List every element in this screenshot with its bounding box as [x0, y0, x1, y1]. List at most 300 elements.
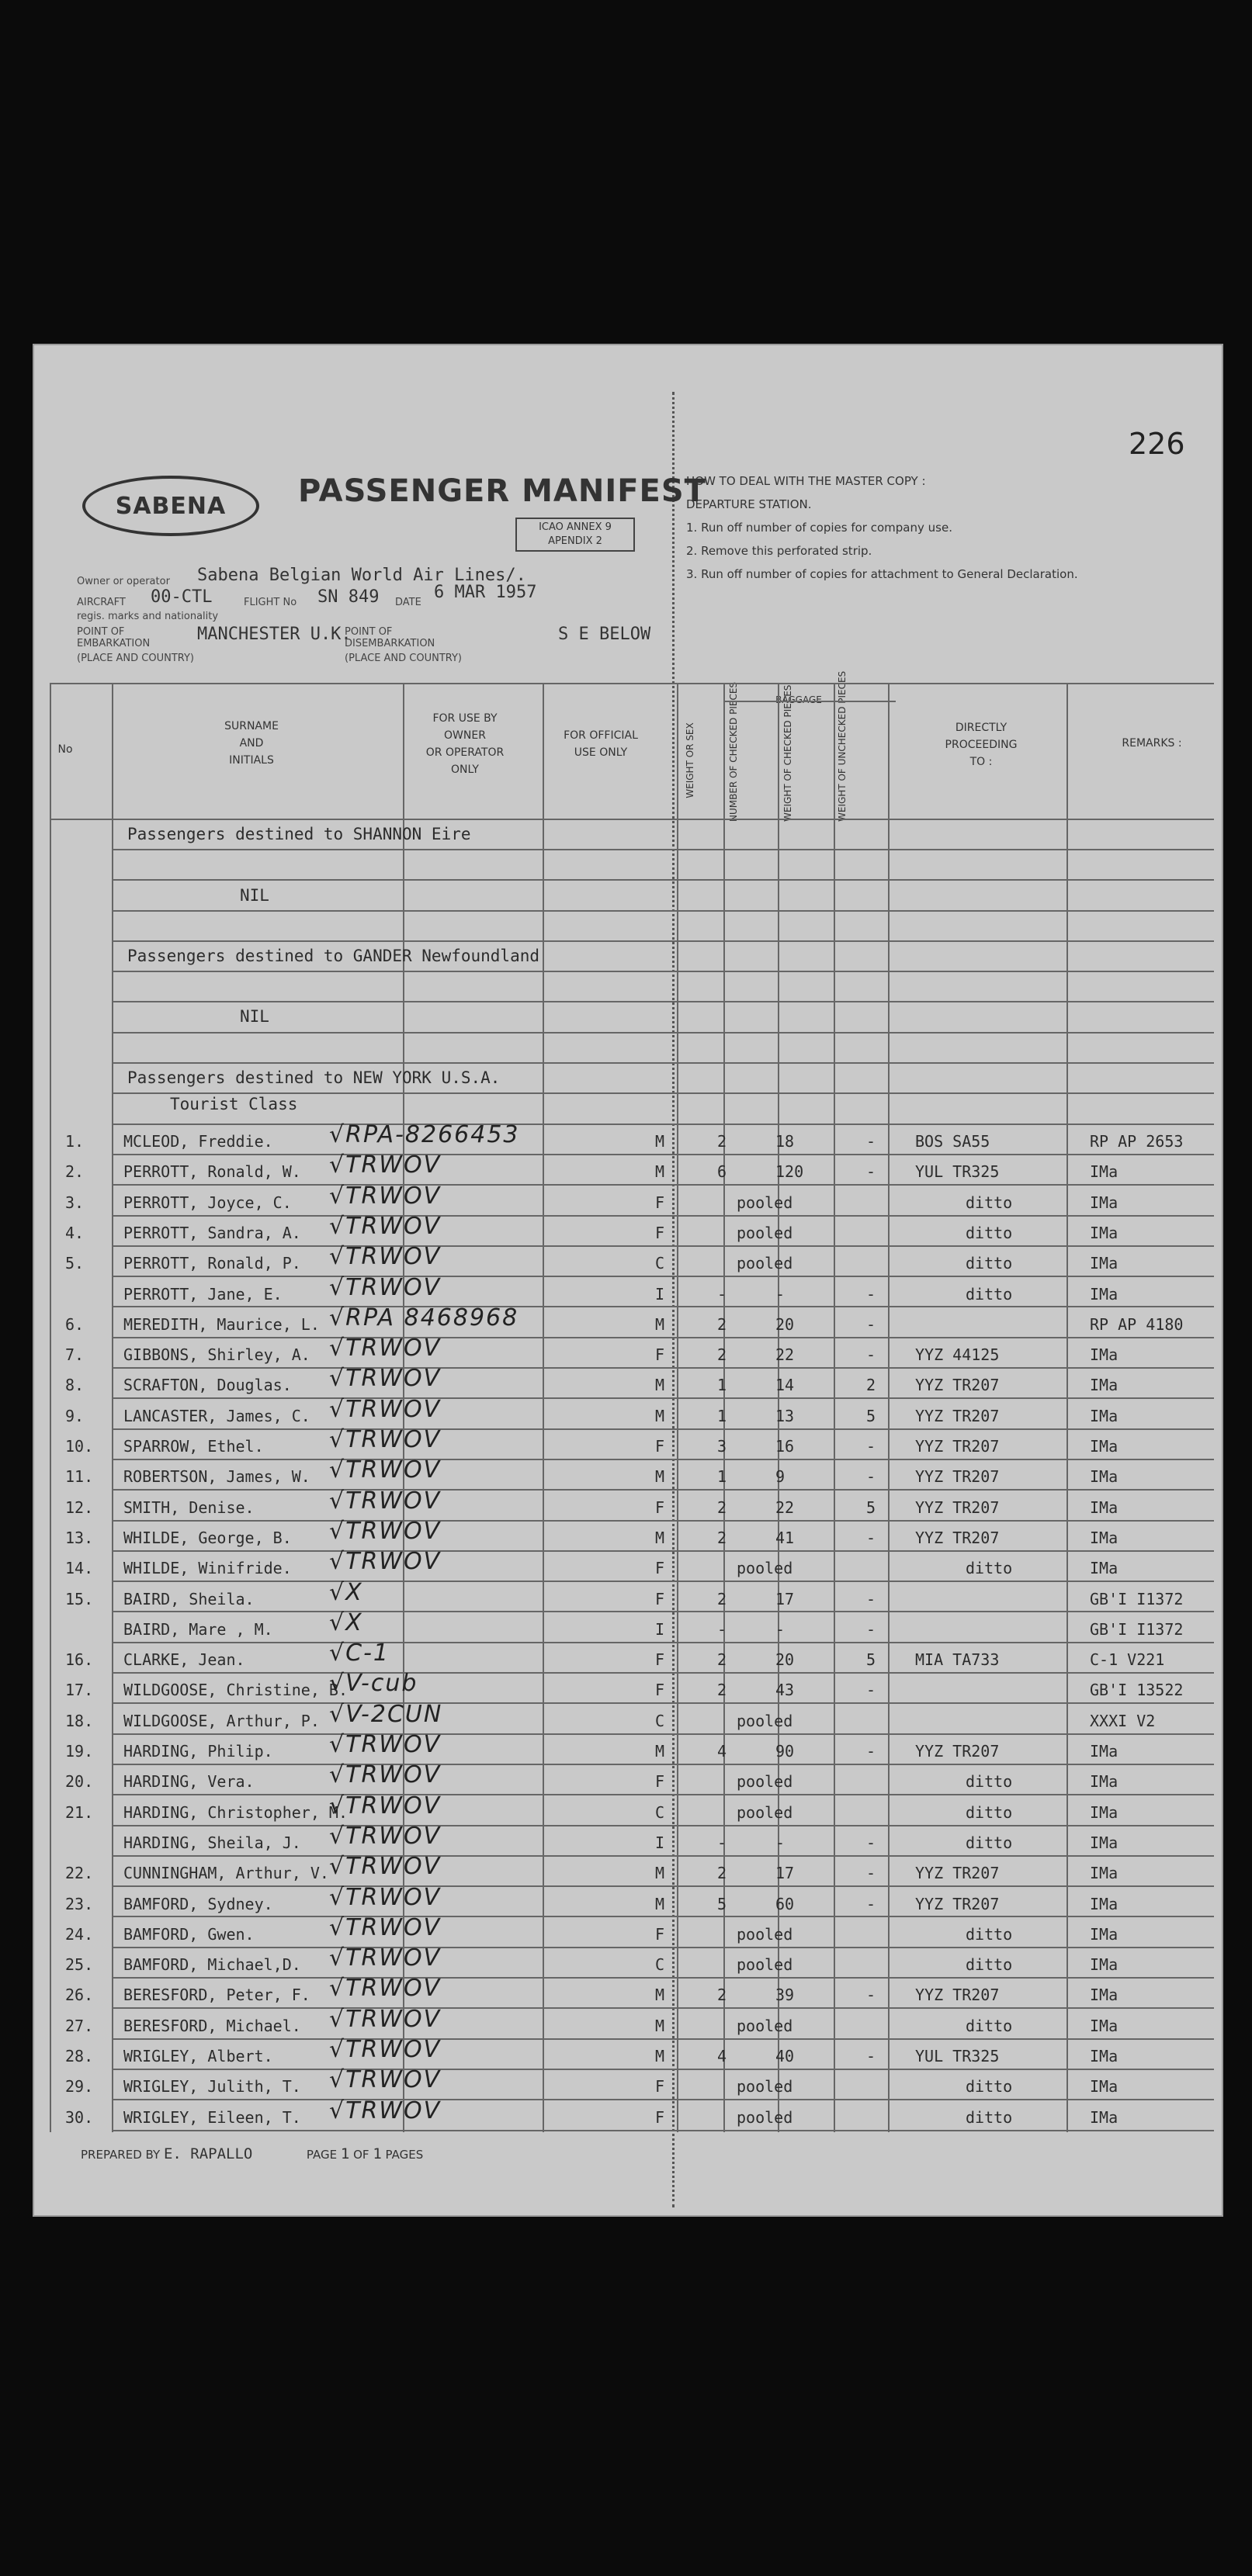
proceeding-to: YYZ TR207 [915, 1467, 1000, 1487]
table-row [34, 1273, 1222, 1309]
pages-label: PAGES [385, 2148, 424, 2162]
proceeding-to: YYZ TR207 [915, 1406, 1000, 1425]
handwritten-annotation: √TRWOV [329, 1975, 442, 2003]
col-baggage: BAGGAGE [775, 694, 822, 705]
remarks: IMa [1090, 2107, 1118, 2127]
passenger-name: BAMFORD, Sydney. [123, 1894, 273, 1913]
passenger-name: WRIGLEY, Julith, T. [123, 2077, 301, 2096]
checked-weight: 39 [775, 1986, 795, 2005]
row-number: 4. [65, 1223, 85, 1242]
instructions-item-2: 2. Remove this perforated strip. [686, 544, 872, 558]
checked-weight: 60 [775, 1894, 795, 1913]
checked-weight: 22 [775, 1497, 795, 1517]
grid-line [112, 1032, 1214, 1034]
handwritten-annotation: √TRWOV [329, 1883, 442, 1911]
remarks: IMa [1090, 1802, 1118, 1822]
remarks: IMa [1090, 1345, 1118, 1365]
passenger-name: BERESFORD, Peter, F. [123, 1986, 310, 2005]
table-row [34, 1639, 1222, 1674]
handwritten-annotation: √TRWOV [329, 1273, 442, 1301]
operator-value: Sabena Belgian World Air Lines/. [197, 566, 526, 585]
unchecked-weight: - [866, 1437, 876, 1456]
col-official-use [543, 727, 659, 761]
row-number: 1. [65, 1132, 85, 1151]
remarks: IMa [1090, 1955, 1118, 1975]
col-owner-line: OWNER [444, 729, 486, 742]
table-row [34, 1426, 1222, 1461]
handwritten-annotation: √TRWOV [329, 1335, 442, 1362]
remarks: IMa [1090, 1223, 1118, 1242]
unchecked-weight: - [866, 1864, 876, 1883]
section-nil-2: NIL [240, 1007, 269, 1026]
regn-label: regis. marks and nationality [77, 611, 219, 622]
date-label: DATE [395, 597, 421, 608]
passenger-name: SMITH, Denise. [123, 1497, 255, 1517]
checked-weight: 9 [775, 1467, 786, 1487]
table-row [34, 2005, 1222, 2041]
remarks: IMa [1090, 1254, 1118, 1273]
remarks: IMa [1090, 1437, 1118, 1456]
checked-pieces: pooled [737, 2077, 793, 2096]
handwritten-annotation: √TRWOV [329, 1792, 442, 1819]
of-label: OF [353, 2148, 369, 2162]
proceeding-to: ditto [966, 1833, 1013, 1852]
weight-or-sex: M [655, 1314, 665, 1334]
weight-or-sex: F [655, 1497, 665, 1517]
checked-pieces: - [717, 1619, 727, 1639]
remarks: IMa [1090, 1467, 1118, 1487]
passenger-name: PERROTT, Joyce, C. [123, 1193, 292, 1212]
remarks: GB'I I1372 [1090, 1589, 1184, 1608]
sabena-logo [82, 476, 259, 536]
col-owner-line: OR OPERATOR [425, 746, 505, 759]
page-label: PAGE [306, 2148, 338, 2162]
row-number: 24. [65, 1924, 94, 1944]
handwritten-annotation: √TRWOV [329, 2005, 442, 2033]
col-proceeding-line: TO : [969, 756, 993, 768]
table-row [34, 1243, 1222, 1278]
proceeding-to: ditto [966, 1924, 1013, 1944]
weight-or-sex: C [655, 1955, 665, 1975]
passenger-name: CUNNINGHAM, Arthur, V. [123, 1864, 329, 1883]
weight-or-sex: M [655, 1986, 665, 2005]
remarks: IMa [1090, 1193, 1118, 1212]
proceeding-to: YYZ 44125 [915, 1345, 1000, 1365]
passenger-name: PERROTT, Sandra, A. [123, 1223, 301, 1242]
proceeding-to: YYZ TR207 [915, 1528, 1000, 1547]
unchecked-weight: - [866, 1894, 876, 1913]
unchecked-weight: - [866, 1284, 876, 1304]
unchecked-weight: - [866, 1467, 876, 1487]
passenger-name: SPARROW, Ethel. [123, 1437, 264, 1456]
col-owner-line: FOR USE BY [432, 712, 498, 725]
checked-pieces: pooled [737, 1924, 793, 1944]
section-nil-1: NIL [240, 886, 269, 905]
unchecked-weight: - [866, 1162, 876, 1182]
disembarkation-value: S E BELOW [558, 625, 651, 644]
proceeding-to: YYZ TR207 [915, 1864, 1000, 1883]
proceeding-to: ditto [966, 1559, 1013, 1578]
handwritten-annotation: √TRWOV [329, 1517, 442, 1545]
weight-or-sex: I [655, 1284, 665, 1304]
handwritten-annotation: √TRWOV [329, 2036, 442, 2063]
checked-pieces: pooled [737, 1254, 793, 1273]
proceeding-to: ditto [966, 1802, 1013, 1822]
checked-weight: - [775, 1619, 786, 1639]
unchecked-weight: 5 [866, 1497, 876, 1517]
col-proceeding-line: PROCEEDING [945, 739, 1018, 751]
table-row [34, 2036, 1222, 2071]
icao-line-1: ICAO ANNEX 9 [539, 521, 612, 533]
weight-or-sex: M [655, 1162, 665, 1182]
passenger-name: PERROTT, Jane, E. [123, 1284, 283, 1304]
weight-or-sex: C [655, 1711, 665, 1730]
checked-weight: 13 [775, 1406, 795, 1425]
row-number: 11. [65, 1467, 94, 1487]
proceeding-to: BOS SA55 [915, 1132, 990, 1151]
proceeding-to: ditto [966, 1284, 1013, 1304]
grid-line [112, 910, 1214, 912]
row-number: 6. [65, 1314, 85, 1334]
row-number: 5. [65, 1254, 85, 1273]
unchecked-weight: - [866, 1528, 876, 1547]
row-number: 17. [65, 1681, 94, 1700]
checked-pieces: pooled [737, 1559, 793, 1578]
col-remarks: REMARKS : [1122, 737, 1182, 750]
remarks: IMa [1090, 1833, 1118, 1852]
handwritten-annotation: √TRWOV [329, 1182, 442, 1210]
remarks: IMa [1090, 1406, 1118, 1425]
unchecked-weight: - [866, 1681, 876, 1700]
prepared-by: E. RAPALLO [163, 2145, 253, 2162]
grid-line [112, 1001, 1214, 1002]
passenger-name: WHILDE, George, B. [123, 1528, 292, 1547]
of-value: 1 [373, 2145, 382, 2162]
checked-weight: 40 [775, 2047, 795, 2065]
weight-or-sex: F [655, 1924, 665, 1944]
unchecked-weight: - [866, 2047, 876, 2065]
col-surname-line: INITIALS [229, 754, 274, 767]
page-value: 1 [340, 2145, 350, 2162]
instructions-item-3: 3. Run off number of copies for attachment to General Declaration. [686, 567, 1078, 581]
handwritten-annotation: √C-1 [329, 1639, 390, 1667]
passenger-name: HARDING, Sheila, J. [123, 1833, 301, 1852]
checked-pieces: 2 [717, 1497, 727, 1517]
handwritten-annotation: √TRWOV [329, 1548, 442, 1576]
weight-or-sex: M [655, 2047, 665, 2065]
handwritten-annotation: √TRWOV [329, 1761, 442, 1789]
icao-line-2: APENDIX 2 [548, 535, 602, 547]
weight-or-sex: F [655, 1559, 665, 1578]
unchecked-weight: - [866, 1589, 876, 1608]
checked-weight: 17 [775, 1589, 795, 1608]
unchecked-weight: 5 [866, 1650, 876, 1670]
passenger-name: BERESFORD, Michael. [123, 2016, 301, 2035]
grid-line [50, 683, 1214, 684]
weight-or-sex: F [655, 1193, 665, 1212]
row-number: 8. [65, 1376, 85, 1395]
operator-label: Owner or operator [77, 576, 170, 587]
checked-pieces: 1 [717, 1467, 727, 1487]
checked-pieces: 1 [717, 1406, 727, 1425]
row-number: 22. [65, 1864, 94, 1883]
instructions-item-1: 1. Run off number of copies for company use. [686, 521, 952, 535]
checked-weight: 18 [775, 1132, 795, 1151]
unchecked-weight: - [866, 1742, 876, 1761]
remarks: C-1 V221 [1090, 1650, 1165, 1670]
section-tourist-class: Tourist Class [170, 1095, 298, 1113]
checked-pieces: 2 [717, 1864, 727, 1883]
handwritten-annotation: √TRWOV [329, 2096, 442, 2124]
table-row [34, 1182, 1222, 1217]
row-number: 16. [65, 1650, 94, 1670]
col-proceeding-line: DIRECTLY [955, 722, 1007, 734]
checked-pieces: 2 [717, 1681, 727, 1700]
remarks: IMa [1090, 1376, 1118, 1395]
remarks: IMa [1090, 1284, 1118, 1304]
checked-pieces: pooled [737, 2107, 793, 2127]
row-number: 20. [65, 1772, 94, 1792]
table-row [34, 1151, 1222, 1186]
table-row [34, 1944, 1222, 1979]
unchecked-weight: - [866, 1833, 876, 1852]
weight-or-sex: M [655, 1742, 665, 1761]
weight-or-sex: F [655, 1345, 665, 1365]
proceeding-to: ditto [966, 2016, 1013, 2035]
checked-pieces: 2 [717, 1314, 727, 1334]
table-row [34, 1913, 1222, 1949]
checked-pieces: 2 [717, 1345, 727, 1365]
checked-pieces: pooled [737, 2016, 793, 2035]
proceeding-to: ditto [966, 1223, 1013, 1242]
remarks: IMa [1090, 1924, 1118, 1944]
checked-weight: 41 [775, 1528, 795, 1547]
checked-pieces: pooled [737, 1711, 793, 1730]
row-number: 27. [65, 2016, 94, 2035]
handwritten-annotation: √TRWOV [329, 1212, 442, 1240]
unchecked-weight: - [866, 1619, 876, 1639]
proceeding-to: YYZ TR207 [915, 1986, 1000, 2005]
table-row [34, 1212, 1222, 1248]
weight-or-sex: F [655, 2077, 665, 2096]
instructions-heading: HOW TO DEAL WITH THE MASTER COPY : [686, 474, 926, 488]
grid-line [112, 1092, 1214, 1094]
col-bag-weight: WEIGHT OF CHECKED PIECES [782, 684, 793, 822]
checked-pieces: 2 [717, 1986, 727, 2005]
row-number: 26. [65, 1986, 94, 2005]
disembarkation-label: POINT OF DISEMBARKATION [345, 626, 435, 649]
grid-line [723, 701, 896, 702]
remarks: IMa [1090, 1497, 1118, 1517]
table-row [34, 1578, 1222, 1614]
proceeding-to: YYZ TR207 [915, 1437, 1000, 1456]
table-row [34, 1304, 1222, 1339]
passenger-name: BAMFORD, Gwen. [123, 1924, 255, 1944]
passenger-name: WILDGOOSE, Christine, B. [123, 1681, 348, 1700]
passenger-name: PERROTT, Ronald, P. [123, 1254, 301, 1273]
prepared-label: PREPARED BY [81, 2148, 161, 2162]
table-row [34, 1608, 1222, 1644]
checked-weight: 120 [775, 1162, 804, 1182]
remarks: IMa [1090, 1742, 1118, 1761]
remarks: IMa [1090, 1864, 1118, 1883]
logo-text: SABENA [115, 492, 227, 520]
weight-or-sex: M [655, 1467, 665, 1487]
row-number: 23. [65, 1894, 94, 1913]
handwritten-annotation: √V-cub [329, 1670, 418, 1698]
checked-pieces: 4 [717, 2047, 727, 2065]
flight-no-value: SN 849 [317, 587, 380, 607]
handwritten-annotation: √RPA-8266453 [329, 1121, 520, 1148]
checked-weight: 20 [775, 1314, 795, 1334]
col-owner-line: ONLY [451, 763, 479, 776]
handwritten-annotation: √X [329, 1578, 363, 1606]
row-number: 28. [65, 2047, 94, 2065]
weight-or-sex: I [655, 1833, 665, 1852]
unchecked-weight: 2 [866, 1376, 876, 1395]
weight-or-sex: F [655, 1681, 665, 1700]
proceeding-to: YUL TR325 [915, 2047, 1000, 2065]
grid-line [112, 1124, 1214, 1125]
handwritten-annotation: √TRWOV [329, 1151, 442, 1179]
checked-pieces: pooled [737, 1955, 793, 1975]
proceeding-to: ditto [966, 2077, 1013, 2096]
page-title: PASSENGER MANIFEST [298, 473, 706, 509]
row-number: 30. [65, 2107, 94, 2127]
col-bag-number: NUMBER OF CHECKED PIECES [728, 681, 739, 822]
weight-or-sex: M [655, 1894, 665, 1913]
proceeding-to: ditto [966, 1193, 1013, 1212]
row-number: 3. [65, 1193, 85, 1212]
table-row [34, 1335, 1222, 1369]
weight-or-sex: C [655, 1802, 665, 1822]
row-number: 12. [65, 1497, 94, 1517]
weight-or-sex: M [655, 1132, 665, 1151]
passenger-name: SCRAFTON, Douglas. [123, 1376, 292, 1395]
icao-annex-box [515, 518, 635, 552]
handwritten-annotation: √TRWOV [329, 1243, 442, 1271]
checked-weight: 43 [775, 1681, 795, 1700]
checked-weight: 20 [775, 1650, 795, 1670]
proceeding-to: ditto [966, 1955, 1013, 1975]
passenger-name: BAIRD, Mare , M. [123, 1619, 273, 1639]
handwritten-annotation: √TRWOV [329, 1487, 442, 1515]
weight-or-sex: M [655, 1406, 665, 1425]
handwritten-annotation: √X [329, 1608, 363, 1636]
passenger-name: PERROTT, Ronald, W. [123, 1162, 301, 1182]
checked-pieces: 2 [717, 1528, 727, 1547]
passenger-name: HARDING, Vera. [123, 1772, 255, 1792]
passenger-name: WHILDE, Winifride. [123, 1559, 292, 1578]
row-number: 2. [65, 1162, 85, 1182]
manifest-sheet [33, 344, 1223, 2217]
weight-or-sex: F [655, 1437, 665, 1456]
grid-line [112, 849, 1214, 850]
aircraft-label: AIRCRAFT [77, 597, 126, 608]
weight-or-sex: M [655, 2016, 665, 2035]
weight-or-sex: M [655, 1376, 665, 1395]
proceeding-to: ditto [966, 1772, 1013, 1792]
table-row [34, 1395, 1222, 1431]
handwritten-annotation: √TRWOV [329, 1944, 442, 1972]
checked-pieces: 2 [717, 1589, 727, 1608]
proceeding-to: ditto [966, 2107, 1013, 2127]
table-row [34, 1731, 1222, 1766]
col-surname-line: AND [239, 737, 264, 750]
checked-pieces: 5 [717, 1894, 727, 1913]
passenger-name: WRIGLEY, Albert. [123, 2047, 273, 2065]
row-number: 18. [65, 1711, 94, 1730]
row-number: 9. [65, 1406, 85, 1425]
table-row [34, 1761, 1222, 1796]
row-number: 14. [65, 1559, 94, 1578]
row-number: 7. [65, 1345, 85, 1365]
checked-weight: 17 [775, 1864, 795, 1883]
checked-weight: 14 [775, 1376, 795, 1395]
proceeding-to: YYZ TR207 [915, 1376, 1000, 1395]
passenger-name: WRIGLEY, Eileen, T. [123, 2107, 301, 2127]
table-row [34, 1883, 1222, 1919]
handwritten-annotation: √TRWOV [329, 1731, 442, 1758]
passenger-name: MEREDITH, Maurice, L. [123, 1314, 320, 1334]
remarks: RP AP 4180 [1090, 1314, 1184, 1334]
section-new-york: Passengers destined to NEW YORK U.S.A. [127, 1068, 501, 1087]
flight-no-label: FLIGHT No [244, 597, 297, 608]
checked-pieces: pooled [737, 1193, 793, 1212]
passenger-name: GIBBONS, Shirley, A. [123, 1345, 310, 1365]
handwritten-annotation: √V-2CUN [329, 1700, 443, 1728]
passenger-name: MCLEOD, Freddie. [123, 1132, 273, 1151]
table-row [34, 1822, 1222, 1858]
remarks: IMa [1090, 1986, 1118, 2005]
col-bag-unchecked: WEIGHT OF UNCHECKED PIECES [837, 670, 848, 822]
handwritten-annotation: √RPA 8468968 [329, 1304, 519, 1331]
grid-line [112, 971, 1214, 972]
weight-or-sex: F [655, 1772, 665, 1792]
weight-or-sex: F [655, 1223, 665, 1242]
passenger-name: ROBERTSON, James, W. [123, 1467, 310, 1487]
weight-or-sex: M [655, 1864, 665, 1883]
passenger-name: CLARKE, Jean. [123, 1650, 245, 1670]
master-copy-instructions [686, 469, 1198, 586]
passenger-name: HARDING, Christopher, M. [123, 1802, 348, 1822]
col-no: No [57, 743, 73, 756]
table-row [34, 1487, 1222, 1522]
aircraft-value: 00-CTL [151, 587, 213, 607]
section-gander: Passengers destined to GANDER Newfoundland [127, 947, 540, 965]
row-number: 21. [65, 1802, 94, 1822]
passenger-name: HARDING, Philip. [123, 1742, 273, 1761]
handwritten-annotation: √TRWOV [329, 1853, 442, 1881]
handwritten-annotation: √TRWOV [329, 1426, 442, 1453]
instructions-station: DEPARTURE STATION. [686, 497, 812, 511]
weight-or-sex: F [655, 2107, 665, 2127]
page-number: 226 [1129, 427, 1185, 461]
proceeding-to: YYZ TR207 [915, 1894, 1000, 1913]
col-weight-sex: WEIGHT OR SEX [685, 722, 695, 798]
handwritten-annotation: √TRWOV [329, 1365, 442, 1393]
proceeding-to: MIA TA733 [915, 1650, 1000, 1670]
checked-pieces: 6 [717, 1162, 727, 1182]
remarks: IMa [1090, 2016, 1118, 2035]
passenger-name: BAMFORD, Michael,D. [123, 1955, 301, 1975]
row-number: 15. [65, 1589, 94, 1608]
weight-or-sex: C [655, 1254, 665, 1273]
handwritten-annotation: √TRWOV [329, 1822, 442, 1850]
checked-pieces: 2 [717, 1650, 727, 1670]
handwritten-annotation: √TRWOV [329, 1913, 442, 1941]
checked-weight: - [775, 1833, 786, 1852]
